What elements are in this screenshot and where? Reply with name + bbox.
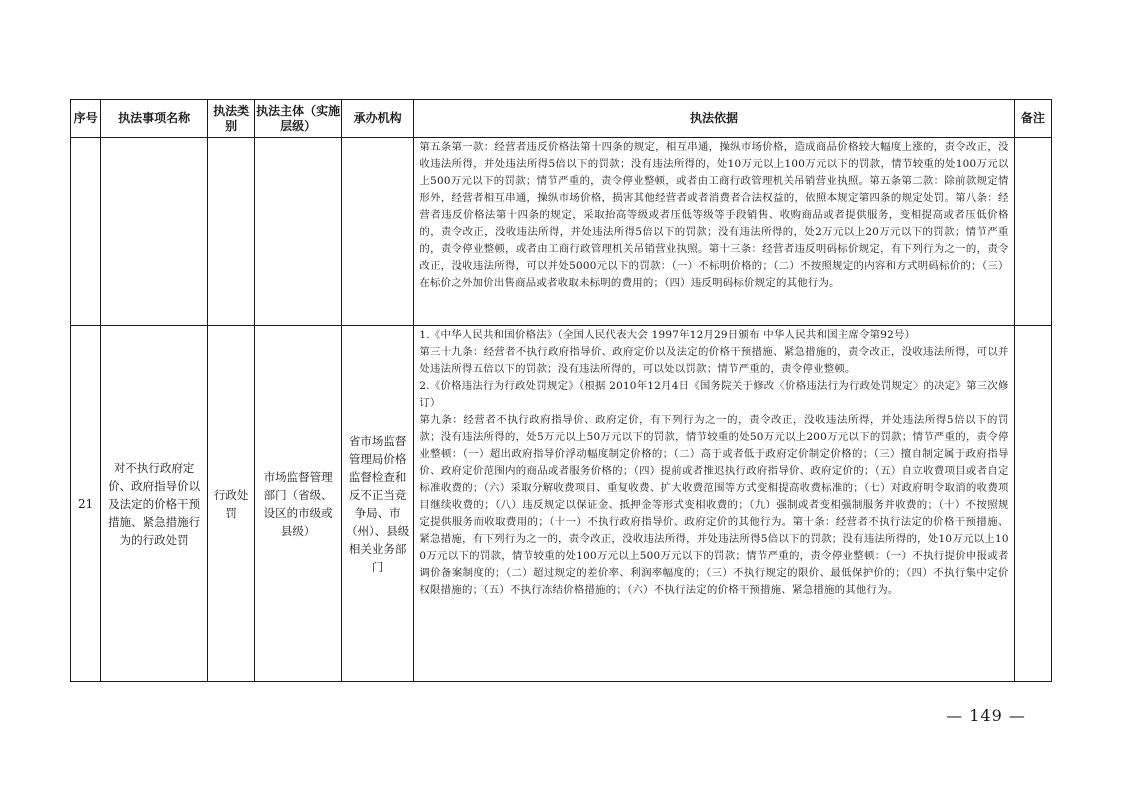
table-header-row [71, 100, 1052, 138]
enforcement-table [70, 99, 1052, 682]
row-subject-cell: 市场监督管理部门（省级、设区的市级或县级） [255, 326, 342, 682]
basis-articles-9-10: 第九条：经营者不执行政府指导价、政府定价，有下列行为之一的，责令改正，没收违法所得，并处违法所得5倍以下的罚款；没有违法所得的，处5万元以上50万元以下的罚款，情节较重的处50万元以上200万元以下的罚款；情节严重的，责令停业整顿：（一）超出政府指导价浮动幅度制定价格的；（二）高于或者低于政府定价制定价格的；（三）擅自制定属于政府指导价、政府定价范围内的商品或者服务价格的；（四）提前或者推迟执行政府指导价、政府定价的；（五）自立收费项目或者自定标准收费的；（六）采取分解收费项目、重复收费、扩大收费范围等方式变相提高收费标准的；（七）对政府明令取消的收费项目继续收费的；（八）违反规定以保证金、抵押金等形式变相收费的；（九）强制或者变相强制服务并收费的；（十）不按照规定提供服务而收取费用的；（十一）不执行政府指导价、政府定价的其他行为。第十条：经营者不执行法定的价格干预措施、紧急措施，有下列行为之一的，责令改正，没收违法所得，并处违法所得5倍以下的罚款；没有违法所得的，处10万元以上100万元以下的罚款，情节较重的处100万元以上500万元以下的罚款；情节严重的，责令停业整顿：（一）不执行提价申报或者调价备案制度的；（二）超过规定的差价率、利润率幅度的；（三）不执行规定的限价、最低保护价的；（四）不执行集中定价权限措施的；（五）不执行冻结价格措施的；（六）不执行法定的价格干预措施、紧急措施的其他行为。 [419, 414, 1009, 596]
row-organization-cell: 省市场监督管理局价格监督检查和反不正当竞争局、市（州）、县级相关业务部门 [341, 326, 414, 682]
header-category: 执法类别 [207, 100, 254, 138]
header-seq: 序号 [71, 100, 101, 138]
cont-type-cell [207, 138, 254, 326]
cont-note-cell [1014, 138, 1051, 326]
row-note-cell [1014, 326, 1051, 682]
header-organization: 承办机构 [341, 100, 414, 138]
cont-basis-cell [414, 138, 1014, 326]
row-category-cell: 行政处罚 [207, 326, 254, 682]
basis-regulation-title: 2.《价格违法行为行政处罚规定》（根据 2010年12月4日《国务院关于修改〈价格违法行为行政处罚规定〉的决定》第三次修订） [419, 380, 1009, 409]
cont-subject-cell [255, 138, 342, 326]
cont-name-cell [101, 138, 208, 326]
row-seq-cell: 21 [71, 326, 101, 682]
header-subject: 执法主体（实施层级） [255, 100, 342, 138]
basis-law-title: 1.《中华人民共和国价格法》（全国人民代表大会 1997年12月29日颁布 中华人民共和国主席令第92号） [419, 329, 916, 341]
header-item-name: 执法事项名称 [101, 100, 208, 138]
cont-seq-cell [71, 138, 101, 326]
row-basis-cell [414, 326, 1014, 682]
row-item-name-cell: 对不执行政府定价、政府指导价以及法定的价格干预措施、紧急措施行为的行政处罚 [101, 326, 208, 682]
basis-article-39: 第三十九条：经营者不执行政府指导价、政府定价以及法定的价格干预措施、紧急措施的，责令改正，没收违法所得，可以并处违法所得五倍以下的罚款；没有违法所得的，可以处以罚款；情节严重的，责令停业整顿。 [419, 346, 1009, 375]
header-basis: 执法依据 [414, 100, 1014, 138]
table-row [71, 326, 1052, 682]
page-number: — 149 — [946, 706, 1026, 725]
cont-basis-text: 第五条第一款：经营者违反价格法第十四条的规定，相互串通，操纵市场价格，造成商品价格较大幅度上涨的，责令改正，没收违法所得，并处违法所得5倍以下的罚款；没有违法所得的，处10万元以上100万元以下的罚款，情节较重的处100万元以上500万元以下的罚款；情节严重的，责令停业整顿，或者由工商行政管理机关吊销营业执照。第五条第二款：除前款规定情形外，经营者相互串通，操纵市场价格，损害其他经营者或者消费者合法权益的，依照本规定第四条的规定处罚。第八条：经营者违反价格法第十四条的规定，采取抬高等级或者压低等级等手段销售、收购商品或者提供服务，变相提高或者压低价格的，责令改正，没收违法所得，并处违法所得5倍以下的罚款；没有违法所得的，处2万元以上20万元以下的罚款；情节严重的，责令停业整顿，或者由工商行政管理机关吊销营业执照。第十三条：经营者违反明码标价规定，有下列行为之一的，责令改正，没收违法所得，可以并处5000元以下的罚款：（一）不标明价格的；（二）不按照规定的内容和方式明码标价的；（三）在标价之外加价出售商品或者收取未标明的费用的；（四）违反明码标价规定的其他行为。 [419, 141, 1009, 289]
cont-org-cell [341, 138, 414, 326]
header-note: 备注 [1014, 100, 1051, 138]
table-row-continuation [71, 138, 1052, 326]
